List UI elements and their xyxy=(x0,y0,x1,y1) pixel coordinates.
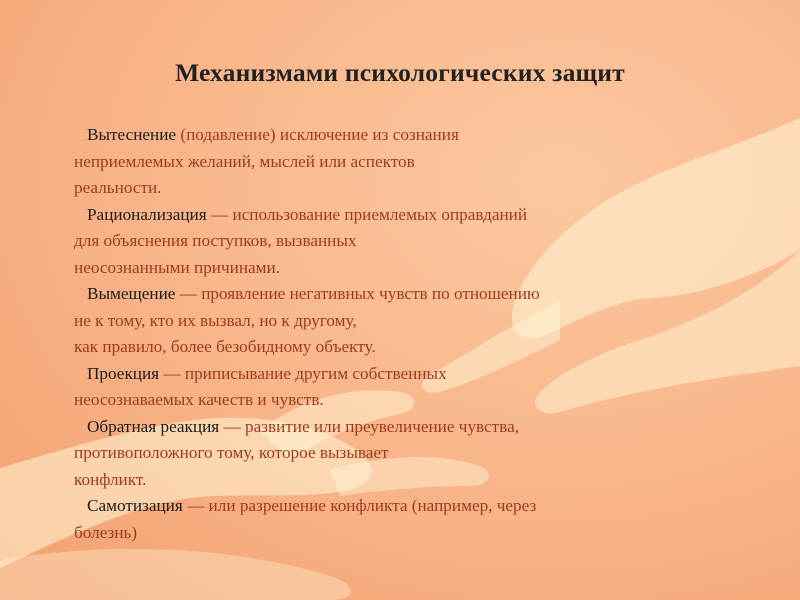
definition-line: как правило, более безобидному объекту. xyxy=(74,337,376,356)
definition-line: неосознанными причинами. xyxy=(74,257,281,277)
definition-text: — приписывание другим собственных xyxy=(159,363,447,383)
definition-text: — использование приемлемых оправданий xyxy=(206,204,528,224)
definition-line: конфликт. xyxy=(74,469,147,489)
definition-first-line xyxy=(74,281,724,308)
definition-text: — проявление негативных чувств по отношению xyxy=(175,284,540,303)
definition-item xyxy=(74,493,724,546)
definition-item xyxy=(74,202,724,282)
definition-term: Вымещение xyxy=(87,284,176,303)
definition-term: Рационализация xyxy=(87,204,207,224)
definition-item xyxy=(74,281,724,361)
definition-term: Вытеснение xyxy=(87,125,177,144)
definition-first-line xyxy=(74,361,724,388)
definition-line: болезнь) xyxy=(74,522,138,542)
definition-text: — или разрешение конфликта (например, через xyxy=(182,496,537,515)
definition-line: не к тому, кто их вызвал, но к другому, xyxy=(74,310,357,330)
definition-line: для объяснения поступков, вызванных xyxy=(74,231,357,250)
definition-first-line xyxy=(74,202,724,229)
definition-term: Самотизация xyxy=(87,496,183,515)
definition-line: реальности. xyxy=(74,178,162,197)
definition-term: Обратная реакция xyxy=(87,416,220,436)
definition-line: противоположного тому, которое вызывает xyxy=(74,443,389,462)
definitions-list xyxy=(74,122,724,546)
definition-text: — развитие или преувеличение чувства, xyxy=(219,416,520,436)
definition-first-line xyxy=(74,493,724,520)
slide-title: Механизмами психологических защит xyxy=(175,58,625,87)
definition-first-line xyxy=(74,122,724,149)
definition-item xyxy=(74,122,724,202)
definition-item xyxy=(74,361,724,414)
definition-term: Проекция xyxy=(87,363,160,383)
definition-item xyxy=(74,414,724,494)
definition-line: неосознаваемых качеств и чувств. xyxy=(74,390,324,409)
definition-text: (подавление) исключение из сознания xyxy=(176,125,459,144)
definition-line: неприемлемых желаний, мыслей или аспектов xyxy=(74,151,415,171)
definition-first-line xyxy=(74,414,724,441)
